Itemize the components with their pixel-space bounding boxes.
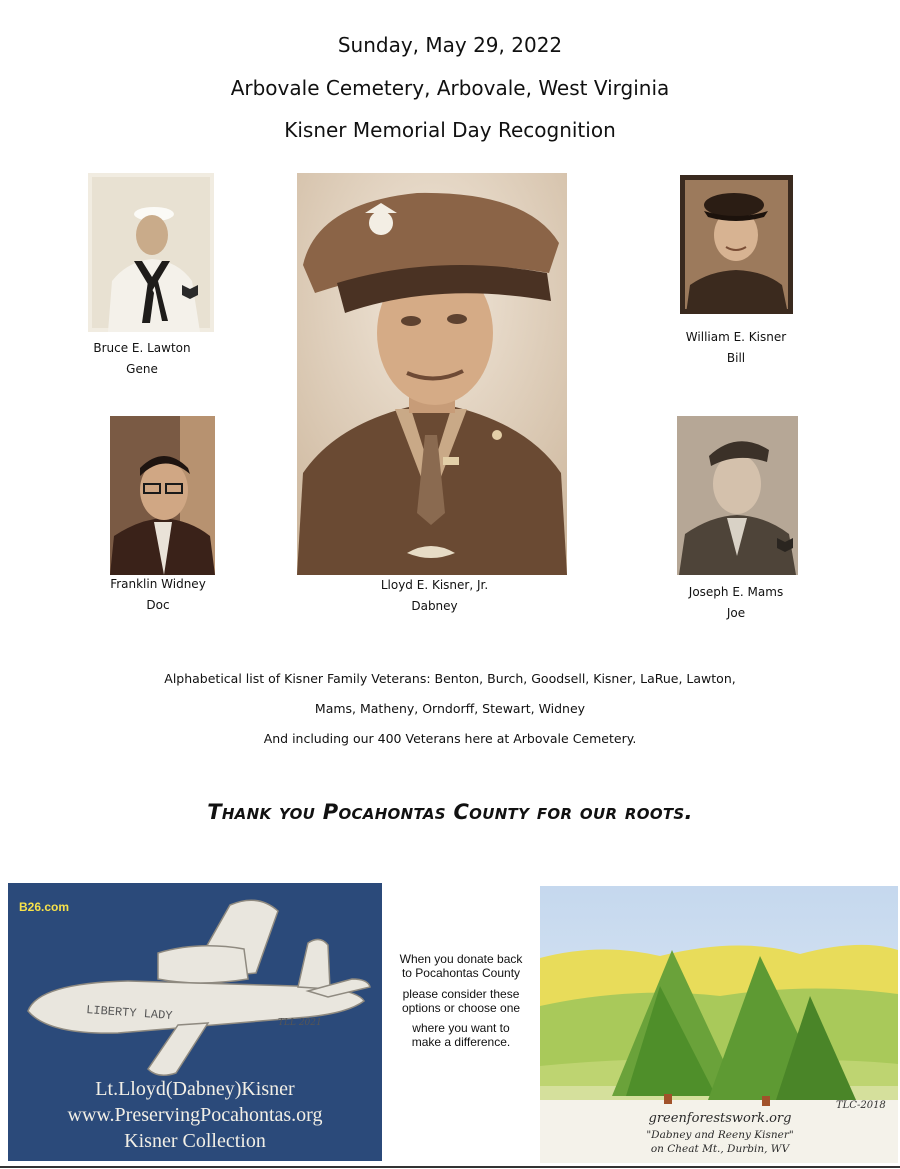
- veteran-name: Bruce E. Lawton: [93, 341, 191, 355]
- donate-line-1: When you donate back: [399, 952, 523, 966]
- photo-william-kisner: [680, 175, 793, 314]
- thank-you-text: Thank you Pocahontas County for our roots.: [207, 800, 693, 824]
- b26-plane-drawing: [8, 883, 382, 1083]
- plane-card-line-3: Kisner Collection: [124, 1130, 266, 1152]
- event-location: Arbovale Cemetery, Arbovale, West Virginia: [230, 76, 670, 100]
- veteran-name: Lloyd E. Kisner, Jr.: [380, 578, 489, 592]
- caption-bruce-lawton: [72, 338, 212, 380]
- veteran-nickname: Dabney: [411, 599, 458, 613]
- veteran-nickname: Joe: [726, 606, 746, 620]
- event-title: Kisner Memorial Day Recognition: [284, 118, 616, 142]
- veteran-nickname: Doc: [146, 598, 170, 612]
- caption-lloyd-kisner: [352, 575, 517, 617]
- photo-franklin-widney: [110, 416, 215, 575]
- veteran-nickname: Gene: [126, 362, 158, 376]
- caption-franklin-widney: [88, 574, 228, 616]
- veteran-nickname: Bill: [726, 351, 746, 365]
- donate-line-2: to Pocahontas County: [401, 966, 521, 980]
- tree-painting-card: [540, 886, 898, 1163]
- bottom-rule: [0, 1166, 900, 1168]
- veteran-name: Franklin Widney: [110, 577, 206, 591]
- donate-line-4: options or choose one: [401, 1001, 521, 1015]
- plane-nose-text: LIBERTY LADY: [85, 1003, 173, 1024]
- plane-card-line-2: www.PreservingPocahontas.org: [67, 1104, 323, 1126]
- caption-joseph-mams: [666, 582, 806, 624]
- donate-line-3: please consider these: [402, 987, 520, 1001]
- tree-card-line-3: on Cheat Mt., Durbin, WV: [650, 1143, 790, 1155]
- family-list-line-1: Alphabetical list of Kisner Family Veterans: Benton, Burch, Goodsell, Kisner, LaRue, Lawton,: [164, 671, 736, 686]
- event-date: Sunday, May 29, 2022: [337, 33, 563, 57]
- plane-card: [8, 883, 382, 1161]
- plane-artist-mark: TLL 2021: [278, 1018, 322, 1028]
- photo-bruce-lawton: [88, 173, 214, 332]
- family-list-line-2: Mams, Matheny, Orndorff, Stewart, Widney: [314, 701, 586, 716]
- tree-card-line-2: "Dabney and Reeny Kisner": [646, 1129, 794, 1141]
- donate-line-6: make a difference.: [411, 1035, 511, 1049]
- tree-card-line-1: greenforestswork.org: [648, 1111, 792, 1126]
- photo-joseph-mams: [677, 416, 798, 575]
- thank-you-heading: [0, 800, 900, 824]
- plane-card-line-1: Lt.Lloyd(Dabney)Kisner: [95, 1078, 295, 1100]
- tree-signature: TLC-2018: [836, 1100, 886, 1111]
- plane-card-site: B26.com: [19, 900, 70, 914]
- veteran-name: Joseph E. Mams: [688, 585, 784, 599]
- donate-line-5: where you want to: [412, 1021, 510, 1035]
- veteran-name: William E. Kisner: [685, 330, 787, 344]
- family-list-line-3: And including our 400 Veterans here at Arbovale Cemetery.: [263, 731, 637, 746]
- photo-lloyd-kisner: [297, 173, 567, 575]
- caption-william-kisner: [666, 327, 806, 369]
